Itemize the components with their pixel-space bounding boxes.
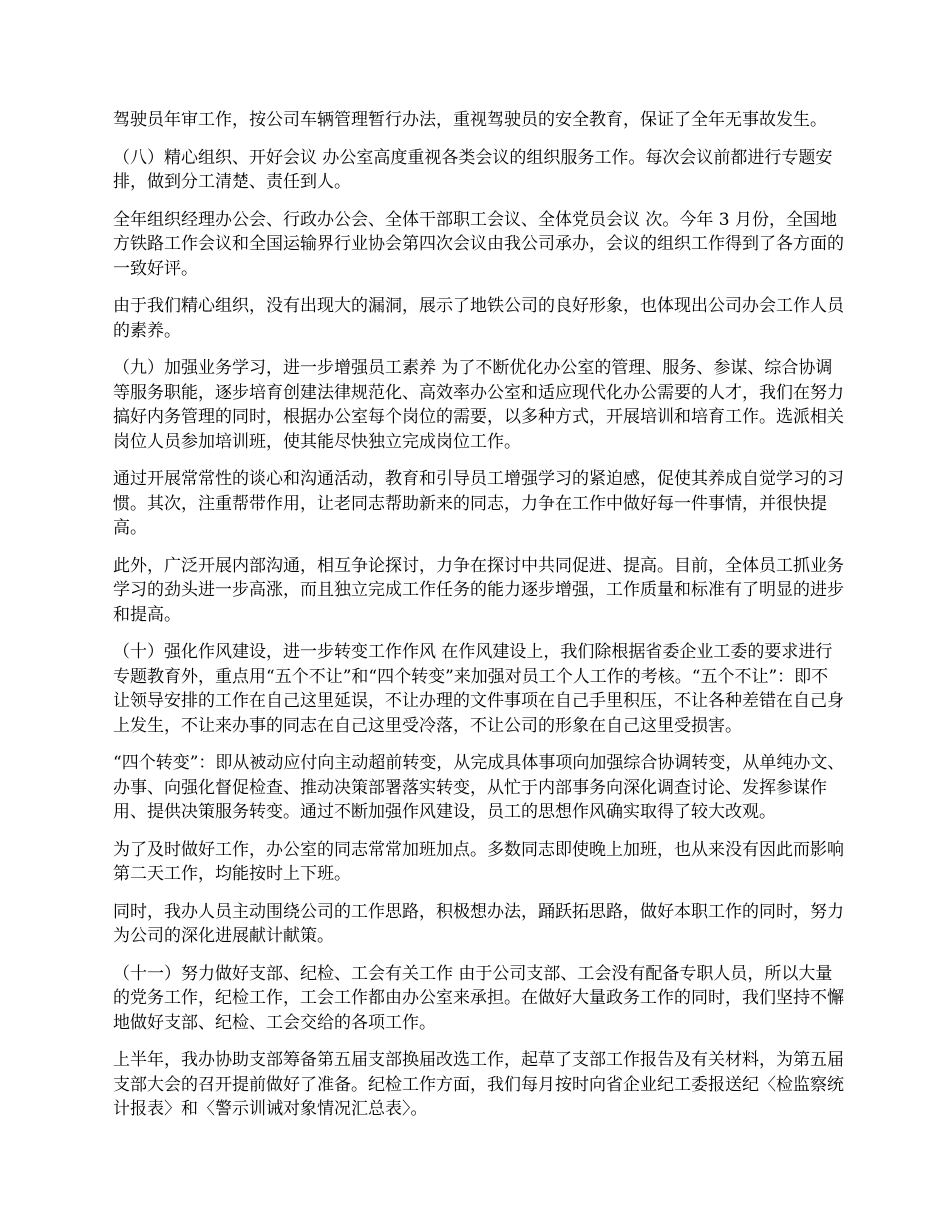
paragraph: 此外，广泛开展内部沟通，相互争论探讨，力争在探讨中共同促进、提高。目前，全体员工抓业务学习的劲头进一步高涨，而且独立完成工作任务的能力逐步增强，工作质量和标准有了明显的进步和提高。 (113, 555, 844, 625)
paragraph: 全年组织经理办公会、行政办公会、全体干部职工会议、全体党员会议 次。今年 3 月份，全国地方铁路工作会议和全国运输界行业协会第四次会议由我公司承办，会议的组织工作得到了各方面的一致好评。 (113, 209, 844, 279)
paragraph: 上半年，我办协助支部筹备第五届支部换届改选工作，起草了支部工作报告及有关材料，为第五届支部大会的召开提前做好了准备。纪检工作方面，我们每月按时向省企业纪工委报送纪〈检监察统计报表〉和〈警示训诫对象情况汇总表〉。 (113, 1050, 844, 1119)
paragraph: 为了及时做好工作，办公室的同志常常加班加点。多数同志即使晚上加班，也从来没有因此而影响第二天工作，均能按时上下班。 (113, 839, 844, 884)
paragraph: （十）强化作风建设，进一步转变工作作风 在作风建设上，我们除根据省委企业工委的要求进行专题教育外，重点用“五个不让”和“四个转变”来加强对员工个人工作的考核。“五个不让”：即不让领导安排的工作在自己这里延误，不让办理的文件事项在自己手里积压，不让各种差错在自己身上发生，不让来办事的同志在自己这里受冷落，不让公司的形象在自己这里受损害。 (113, 642, 844, 736)
paragraph: “四个转变”：即从被动应付向主动超前转变，从完成具体事项向加强综合协调转变，从单纯办文、办事、向强化督促检查、推动决策部署落实转变，从忙于内部事务向深化调查讨论、发挥参谋作用、提供决策服务转变。通过不断加强作风建设，员工的思想作风确实取得了较大改观。 (113, 753, 845, 822)
paragraph: 同时，我办人员主动围绕公司的工作思路，积极想办法，踊跃拓思路，做好本职工作的同时，努力为公司的深化进展献计献策。 (113, 901, 844, 946)
document-body (113, 108, 845, 1135)
paragraph: （十一）努力做好支部、纪检、工会有关工作 由于公司支部、工会没有配备专职人员，所以大量的党务工作，纪检工作，工会工作都由办公室来承担。在做好大量政务工作的同时，我们坚持不懈地做好支部、纪检、工会交给的各项工作。 (113, 963, 844, 1033)
paragraph: （八）精心组织、开好会议 办公室高度重视各类会议的组织服务工作。每次会议前都进行专题安排，做到分工清楚、责任到人。 (113, 147, 833, 192)
paragraph: 由于我们精心组织，没有出现大的漏洞，展示了地铁公司的良好形象，也体现出公司办会工作人员的素养。 (113, 296, 844, 341)
paragraph: （九）加强业务学习，进一步增强员工素养 为了不断优化办公室的管理、服务、参谋、综合协调等服务职能，逐步培育创建法律规范化、高效率办公室和适应现代化办公需要的人才，我们在努力搞好内务管理的同时，根据办公室每个岗位的需要，以多种方式，开展培训和培育工作。选派相关岗位人员参加培训班，使其能尽快独立完成岗位工作。 (113, 358, 844, 452)
paragraph: 驾驶员年审工作，按公司车辆管理暂行办法，重视驾驶员的安全教育，保证了全年无事故发生。 (113, 110, 827, 130)
paragraph: 通过开展常常性的谈心和沟通活动，教育和引导员工增强学习的紧迫感，促使其养成自觉学习的习惯。其次，注重帮带作用，让老同志帮助新来的同志，力争在工作中做好每一件事情，并很快提高。 (113, 469, 844, 538)
